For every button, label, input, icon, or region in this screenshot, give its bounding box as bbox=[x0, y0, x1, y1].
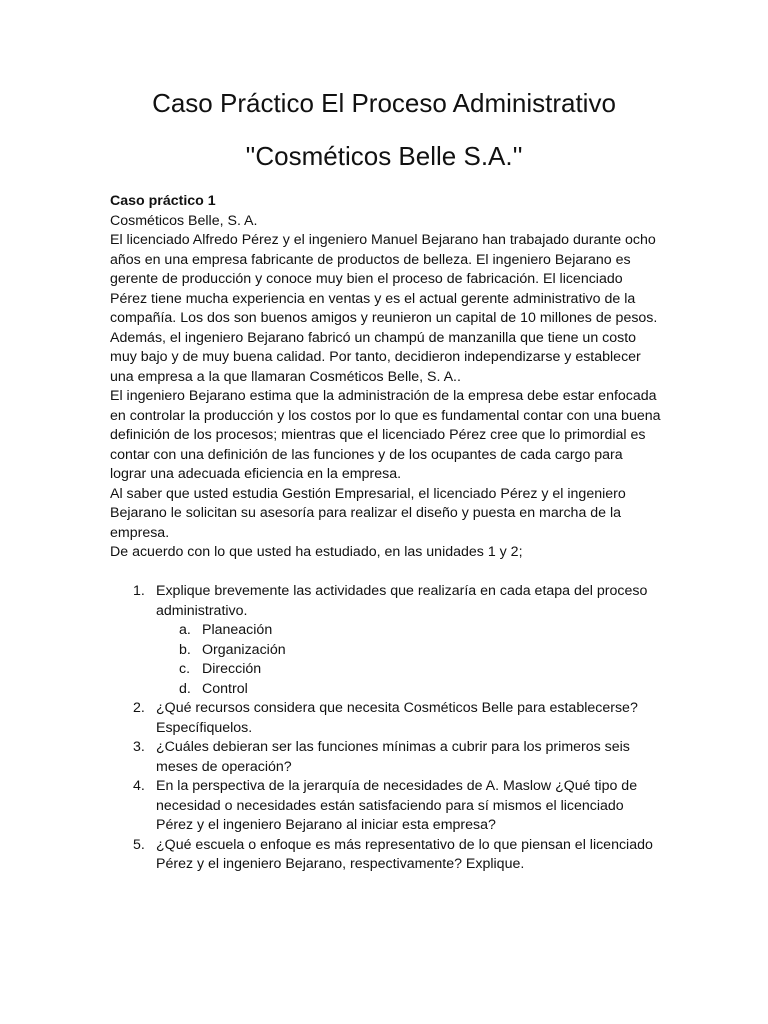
question-number: 1. bbox=[133, 583, 145, 599]
question-item bbox=[110, 836, 662, 875]
subitem-letter: a. bbox=[179, 622, 191, 638]
question-text: Explique brevemente las actividades que realizaría en cada etapa del proceso administrativo. bbox=[156, 583, 648, 619]
question-item bbox=[110, 777, 662, 836]
document-subtitle-company: ''Cosméticos Belle S.A.'' bbox=[245, 141, 523, 171]
document-title: Caso Práctico El Proceso Administrativo bbox=[152, 88, 616, 118]
subitem bbox=[156, 660, 662, 680]
subitem-letter: d. bbox=[179, 680, 191, 697]
subitem bbox=[156, 641, 662, 661]
document-body bbox=[110, 192, 662, 875]
paragraph-intro: El licenciado Alfredo Pérez y el ingeniero Manuel Bejarano han trabajado durante ocho años en una empresa fabricante de productos de belleza. El ingeniero Bejarano es gerente de producción y conoce muy bien el proceso de fabricación. El licenciado Pérez tiene mucha experiencia en ventas y es el actual gerente administrativo de la compañía. Los dos son buenos amigos y reunieron un capital de 10 millones de pesos. Además, el ingeniero Bejarano fabricó un champú de manzanilla que tiene un costo muy bajo y de muy buena calidad. Por tanto, decidieron independizarse y establecer una empresa a la que llamaran Cosméticos Belle, S. A.. bbox=[110, 232, 658, 385]
subitem-list bbox=[156, 621, 662, 699]
subitem-letter: b. bbox=[179, 641, 191, 658]
paragraph-instruction: De acuerdo con lo que usted ha estudiado, en las unidades 1 y 2; bbox=[110, 544, 523, 560]
subitem-text: Dirección bbox=[202, 661, 262, 677]
question-text: ¿Qué recursos considera que necesita Cosméticos Belle para establecerse? Específiquelos. bbox=[156, 700, 638, 736]
case-company-name: Cosméticos Belle, S. A. bbox=[110, 212, 258, 229]
question-item bbox=[110, 738, 662, 777]
question-number: 4. bbox=[133, 778, 145, 794]
section-heading: Caso práctico 1 bbox=[110, 193, 216, 209]
question-text: ¿Cuáles debieran ser las funciones mínimas a cubrir para los primeros seis meses de operación? bbox=[156, 739, 630, 775]
subitem-letter: c. bbox=[179, 661, 191, 677]
paragraph-request: Al saber que usted estudia Gestión Empresarial, el licenciado Pérez y el ingeniero Bejarano le solicitan su asesoría para realizar el diseño y puesta en marcha de la empresa. bbox=[110, 485, 626, 541]
subitem-text: Planeación bbox=[202, 622, 273, 638]
question-text: ¿Qué escuela o enfoque es más representativo de lo que piensan el licenciado Pérez y el ingeniero Bejarano, respectivamente? Explique. bbox=[156, 836, 653, 872]
subitem bbox=[156, 621, 662, 641]
question-number: 3. bbox=[133, 739, 145, 755]
question-text: En la perspectiva de la jerarquía de necesidades de A. Maslow ¿Qué tipo de necesidad o necesidades están satisfaciendo para sí mismos el licenciado Pérez y el ingeniero Bejarano al iniciar esta empresa? bbox=[156, 778, 638, 833]
paragraph-approaches: El ingeniero Bejarano estima que la administración de la empresa debe estar enfocada en controlar la producción y los costos por lo que es fundamental contar con una buena definición de los procesos; mientras que el licenciado Pérez cree que lo primordial es contar con una definición de las funciones y de los ocupantes de cada cargo para lograr una adecuada eficiencia en la empresa. bbox=[110, 388, 661, 482]
blank-line bbox=[110, 563, 662, 583]
question-list bbox=[110, 582, 662, 875]
subitem-text: Organización bbox=[202, 641, 286, 658]
subitem bbox=[156, 680, 662, 700]
question-number: 2. bbox=[133, 700, 145, 716]
question-item bbox=[110, 582, 662, 699]
subitem-text: Control bbox=[202, 680, 248, 697]
question-number: 5. bbox=[133, 836, 145, 853]
question-item bbox=[110, 699, 662, 738]
